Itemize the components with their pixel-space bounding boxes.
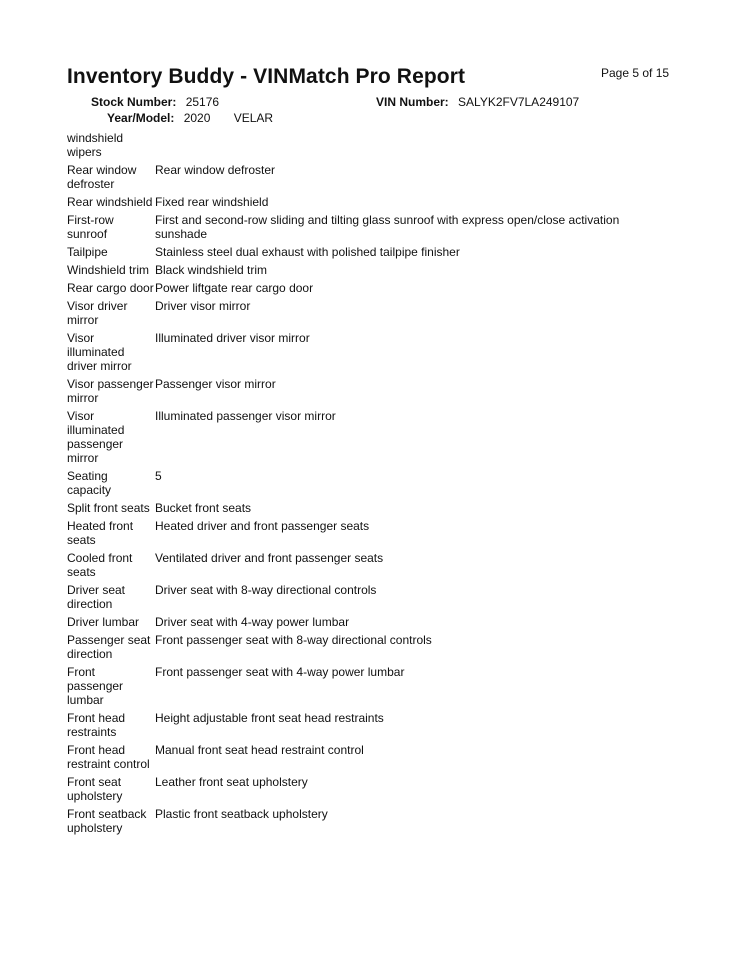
spec-row [67, 331, 635, 377]
spec-table [67, 131, 635, 839]
spec-value: Stainless steel dual exhaust with polished tailpipe finisher [155, 245, 460, 259]
model-value: VELAR [233, 111, 274, 125]
vin-value: SALYK2FV7LA249107 [458, 95, 580, 109]
vin-label: VIN Number: [376, 95, 449, 109]
spec-row [67, 711, 635, 743]
spec-row [67, 263, 635, 281]
spec-name: Front seat upholstery [67, 775, 123, 803]
spec-row [67, 131, 635, 163]
spec-row [67, 163, 635, 195]
spec-row [67, 615, 635, 633]
report-title: Inventory Buddy - VINMatch Pro Report [67, 65, 466, 88]
spec-name: Visor illuminated driver mirror [67, 331, 132, 373]
spec-value: Heated driver and front passenger seats [155, 519, 370, 533]
spec-name: Visor driver mirror [67, 299, 128, 327]
spec-row [67, 583, 635, 615]
spec-name: Split front seats [67, 501, 150, 515]
spec-name: Heated front seats [67, 519, 134, 547]
spec-value: Illuminated driver visor mirror [155, 331, 310, 345]
spec-name: windshield wipers [67, 131, 124, 159]
spec-table-body [67, 131, 635, 839]
spec-name: Visor passenger mirror [67, 377, 154, 405]
spec-row [67, 665, 635, 711]
vin-row [376, 95, 579, 109]
spec-value: Power liftgate rear cargo door [155, 281, 314, 295]
spec-row [67, 299, 635, 331]
page-number: Page 5 of 15 [601, 66, 670, 80]
spec-row [67, 775, 635, 807]
spec-name: First-row sunroof [67, 213, 114, 241]
spec-row [67, 633, 635, 665]
spec-row [67, 195, 635, 213]
spec-value: Plastic front seatback upholstery [155, 807, 328, 821]
spec-name: Front seatback upholstery [67, 807, 147, 835]
spec-row [67, 245, 635, 263]
spec-name: Seating capacity [67, 469, 112, 497]
spec-value: Illuminated passenger visor mirror [155, 409, 336, 423]
stock-number-label: Stock Number: [91, 95, 177, 109]
spec-value: Manual front seat head restraint control [155, 743, 364, 757]
stock-number-value: 25176 [185, 95, 220, 109]
spec-row [67, 377, 635, 409]
spec-name: Driver lumbar [67, 615, 140, 629]
spec-name: Windshield trim [67, 263, 150, 277]
spec-name: Passenger seat direction [67, 633, 151, 661]
year-model-row [107, 111, 273, 125]
spec-value: Front passenger seat with 8-way directional controls [155, 633, 432, 647]
spec-name: Rear windshield [67, 195, 153, 209]
spec-value: First and second-row sliding and tilting glass sunroof with express open/close activation sunshade [155, 213, 620, 241]
spec-value: Black windshield trim [155, 263, 268, 277]
spec-row [67, 519, 635, 551]
spec-name: Rear window defroster [67, 163, 137, 191]
spec-value [155, 131, 635, 163]
spec-row [67, 807, 635, 839]
spec-value: Ventilated driver and front passenger seats [155, 551, 384, 565]
spec-value: Passenger visor mirror [155, 377, 276, 391]
spec-name: Driver seat direction [67, 583, 126, 611]
spec-row [67, 213, 635, 245]
spec-value: Rear window defroster [155, 163, 276, 177]
spec-name: Cooled front seats [67, 551, 133, 579]
spec-value: Bucket front seats [155, 501, 252, 515]
stock-number-row [91, 95, 219, 109]
spec-value: Driver seat with 4-way power lumbar [155, 615, 350, 629]
spec-value: Height adjustable front seat head restraints [155, 711, 384, 725]
spec-row [67, 469, 635, 501]
spec-name: Rear cargo door [67, 281, 154, 295]
spec-name: Visor illuminated passenger mirror [67, 409, 125, 465]
spec-value: Driver seat with 8-way directional controls [155, 583, 377, 597]
spec-value: Front passenger seat with 4-way power lumbar [155, 665, 405, 679]
spec-name: Front head restraints [67, 711, 126, 739]
spec-row [67, 743, 635, 775]
spec-value: Leather front seat upholstery [155, 775, 308, 789]
year-model-label: Year/Model: [107, 111, 175, 125]
spec-name: Front head restraint control [67, 743, 150, 771]
spec-row [67, 409, 635, 469]
spec-value: Fixed rear windshield [155, 195, 269, 209]
spec-row [67, 501, 635, 519]
spec-row [67, 281, 635, 299]
spec-value: 5 [155, 469, 162, 483]
spec-value: Driver visor mirror [155, 299, 251, 313]
spec-name: Tailpipe [67, 245, 108, 259]
spec-row [67, 551, 635, 583]
spec-name: Front passenger lumbar [67, 665, 124, 707]
year-value: 2020 [183, 111, 211, 125]
